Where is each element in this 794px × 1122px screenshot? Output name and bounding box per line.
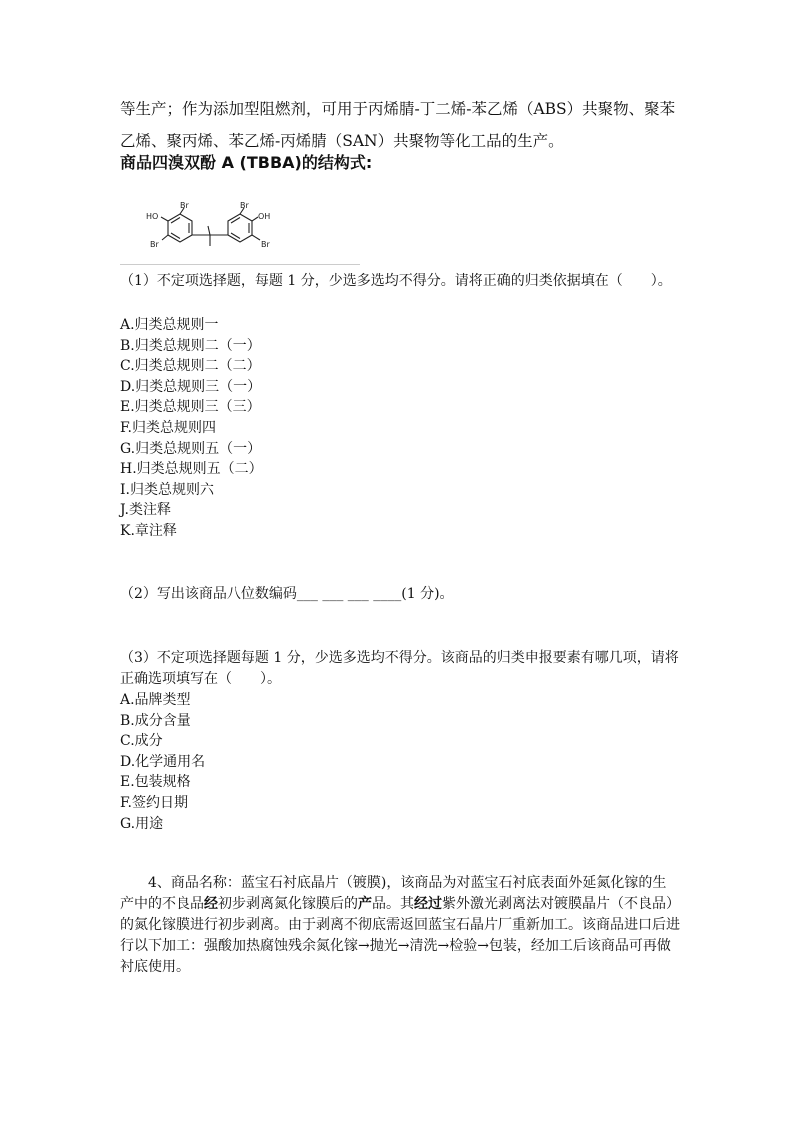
- q4-bold-2: 产: [358, 896, 372, 912]
- q4-text-2: 初步剥离氮化镓膜后的: [218, 896, 358, 912]
- intro-paragraph: 等生产；作为添加型阻燃剂，可用于丙烯腈-丁二烯-苯乙烯（ABS）共聚物、聚苯乙烯、聚丙烯、苯乙烯-丙烯腈（SAN）共聚物等化工品的生产。: [120, 100, 676, 150]
- q3-option-b: B.成分含量: [120, 712, 191, 729]
- question-2-prompt: （2）写出该商品八位数编码___ ___ ___ ____(1 分)。: [120, 586, 454, 602]
- q4-text-1: 4、商品名称：蓝宝石衬底晶片（镀膜)，该商品为对蓝宝石衬底表面外延氮化镓的生产中的不良品: [120, 875, 667, 912]
- q3-option-d: D.化学通用名: [120, 753, 206, 770]
- left-top-br-label: Br: [180, 202, 189, 210]
- q3-option-g: G.用途: [120, 815, 164, 832]
- left-ho-label: HO: [146, 212, 159, 221]
- q4-text-3: 品。其: [372, 896, 414, 912]
- q1-option-f: F.归类总规则四: [120, 419, 216, 436]
- question-4-paragraph: [120, 873, 680, 978]
- tbba-structure-diagram: [140, 202, 300, 258]
- question-3-prompt: （3）不定项选择题每题 1 分，少选多选均不得分。该商品的归类申报要素有哪几项，请将正确选项填写在（ ）。: [120, 650, 679, 687]
- question-3-options: [120, 690, 205, 834]
- q4-bold-3: 经过: [414, 896, 442, 912]
- q3-option-e: E.包装规格: [120, 774, 191, 791]
- right-top-br-label: Br: [240, 202, 249, 210]
- q3-option-a: A.品牌类型: [120, 692, 191, 708]
- right-bottom-br-label: Br: [261, 240, 270, 249]
- question-1-options: [120, 315, 263, 542]
- q1-option-g: G.归类总规则五（一）: [120, 440, 262, 457]
- q1-option-k: K.章注释: [120, 522, 177, 539]
- q4-text-4: 紫外激光剥离法对镀膜晶片（不良品）的氮化镓膜进行初步剥离。由于剥离不彻底需返回蓝宝石晶片厂重新加工。该商品进口后进行以下加工：强酸加热腐蚀残余氮化镓→抛光→清洗→检验→包装，经加工后该商品可再做衬底使用。: [120, 896, 680, 975]
- q1-option-e: E.归类总规则三（三）: [120, 399, 261, 416]
- left-benzene-ring: [168, 214, 192, 242]
- q1-option-h: H.归类总规则五（二）: [120, 461, 263, 478]
- right-oh-label: OH: [258, 212, 271, 221]
- q3-option-c: C.成分: [120, 733, 163, 750]
- q3-option-f: F.签约日期: [120, 794, 188, 811]
- separator-line: [120, 264, 360, 265]
- structure-title: 商品四溴双酚 A (TBBA)的结构式:: [120, 153, 373, 172]
- q1-option-j: J.类注释: [120, 502, 171, 519]
- right-benzene-ring: [228, 214, 252, 242]
- left-bottom-br-label: Br: [150, 240, 159, 249]
- q4-bold-1: 经: [204, 896, 218, 912]
- question-1-prompt: （1）不定项选择题，每题 1 分，少选多选均不得分。请将正确的归类依据填在（ ）。: [120, 273, 672, 289]
- q1-option-d: D.归类总规则三（一）: [120, 378, 262, 395]
- q1-option-i: I.归类总规则六: [120, 481, 214, 498]
- q1-option-c: C.归类总规则二（二）: [120, 358, 261, 375]
- q1-option-b: B.归类总规则二（一）: [120, 337, 261, 354]
- q1-option-a: A.归类总规则一: [120, 317, 219, 333]
